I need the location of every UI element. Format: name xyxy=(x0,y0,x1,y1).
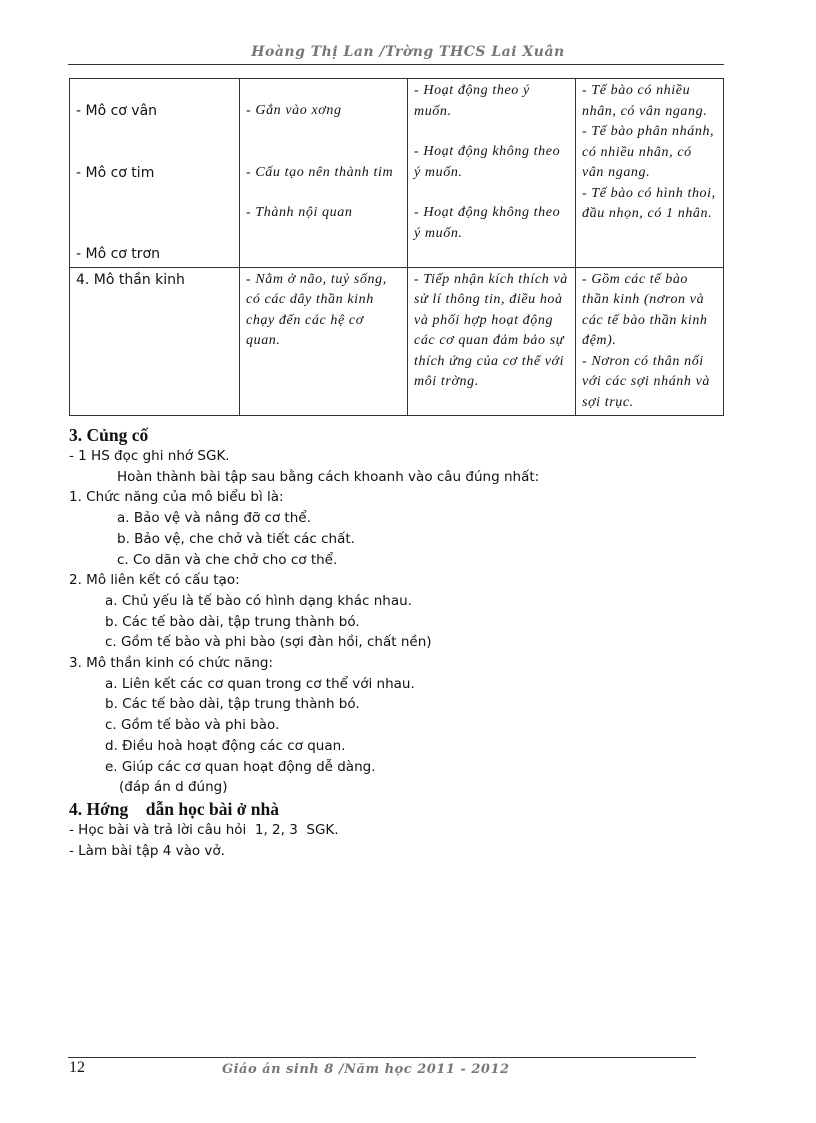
q2-question: 2. Mô liên kết có cấu tạo: xyxy=(69,572,240,589)
q2-option-a: a. Chủ yếu là tế bào có hình dạng khác nhau. xyxy=(105,592,412,609)
muscle-location-cell xyxy=(240,79,408,268)
muscle-tim-structure: - Tế bào phân nhánh, có nhiều nhân, có vân ngang. xyxy=(582,124,715,180)
nerve-structure-cell xyxy=(576,267,724,416)
section4-line2: - Làm bài tập 4 vào vở. xyxy=(69,842,225,859)
nerve-structure-a: - Gồm các tế bào thần kinh (nơron và các tế bào thần kinh đệm). xyxy=(582,271,708,348)
nerve-function-cell: - Tiếp nhận kích thích và sử lí thông tin, điều hoà và phối hợp hoạt động các cơ quan đảm bảo sự thích ứng của cơ thể với môi trờng. xyxy=(408,267,576,416)
table-row xyxy=(70,79,724,268)
nerve-location-cell: - Nằm ở não, tuỷ sống, có các dây thần kinh chạy đến các hệ cơ quan. xyxy=(240,267,408,416)
muscle-van-location: - Gắn vào xơng xyxy=(246,103,342,118)
section3-title: 3. Củng cố xyxy=(69,425,149,445)
muscle-tron-location: - Thành nội quan xyxy=(246,205,353,220)
lesson-content xyxy=(69,424,729,861)
muscle-tim-label: - Mô cơ tim xyxy=(76,164,155,181)
muscle-tron-label: - Mô cơ trơn xyxy=(76,246,160,262)
q2-option-c: c. Gồm tế bào và phi bào (sợi đàn hồi, chất nền) xyxy=(105,634,432,651)
muscle-tron-function: - Hoạt động không theo ý muốn. xyxy=(414,205,561,241)
tissue-table xyxy=(69,78,724,416)
q3-option-d: d. Điều hoà hoạt động các cơ quan. xyxy=(105,737,346,754)
q3-option-e: e. Giúp các cơ quan hoạt động dễ dàng. xyxy=(105,758,376,775)
section3-line1: - 1 HS đọc ghi nhớ SGK. xyxy=(69,448,230,464)
q1-question: 1. Chức năng của mô biểu bì là: xyxy=(69,489,284,506)
footer-rule xyxy=(68,1057,696,1058)
q3-option-b: b. Các tế bào dài, tập trung thành bó. xyxy=(105,696,360,713)
section4-title: 4. Hớng dẫn học bài ở nhà xyxy=(69,798,279,819)
muscle-van-structure: - Tế bào có nhiều nhân, có vân ngang. xyxy=(582,83,708,119)
q3-question: 3. Mô thần kinh có chức năng: xyxy=(69,655,274,672)
q1-option-c: c. Co dãn và che chở cho cơ thể. xyxy=(117,551,338,568)
muscle-type-cell xyxy=(70,79,240,268)
q2-option-b: b. Các tế bào dài, tập trung thành bó. xyxy=(105,613,360,630)
muscle-tim-function: - Hoạt động không theo ý muốn. xyxy=(414,144,561,180)
q3-option-c: c. Gồm tế bào và phi bào. xyxy=(105,717,280,734)
q3-answer: (đáp án d đúng) xyxy=(119,779,228,796)
muscle-van-label: - Mô cơ vân xyxy=(76,103,158,119)
muscle-function-cell xyxy=(408,79,576,268)
section4-line1: - Học bài và trả lời câu hỏi 1, 2, 3 SGK. xyxy=(69,821,339,838)
page-number: 12 xyxy=(69,1059,85,1076)
q3-option-a: a. Liên kết các cơ quan trong cơ thể với nhau. xyxy=(105,675,415,692)
page-footer: Giáo án sinh 8 /Năm học 2011 - 2012 xyxy=(222,1062,510,1077)
q1-option-a: a. Bảo vệ và nâng đỡ cơ thể. xyxy=(117,510,311,527)
muscle-tron-structure: - Tế bào có hình thoi, đầu nhọn, có 1 nhân. xyxy=(582,185,716,221)
nerve-type-cell: 4. Mô thần kinh xyxy=(70,267,240,416)
muscle-van-function: - Hoạt động theo ý muốn. xyxy=(414,83,530,119)
nerve-structure-b: - Nơron có thân nối với các sợi nhánh và sợi trục. xyxy=(582,353,711,410)
muscle-tim-location: - Cấu tạo nên thành tim xyxy=(246,164,394,180)
table-row xyxy=(70,267,724,416)
q1-option-b: b. Bảo vệ, che chở và tiết các chất. xyxy=(117,530,355,547)
muscle-structure-cell xyxy=(576,79,724,268)
section3-instruction: Hoàn thành bài tập sau bằng cách khoanh vào câu đúng nhất: xyxy=(117,468,540,485)
page-header: Hoàng Thị Lan /Trờng THCS Lai Xuân xyxy=(251,44,565,60)
header-rule xyxy=(68,64,724,65)
